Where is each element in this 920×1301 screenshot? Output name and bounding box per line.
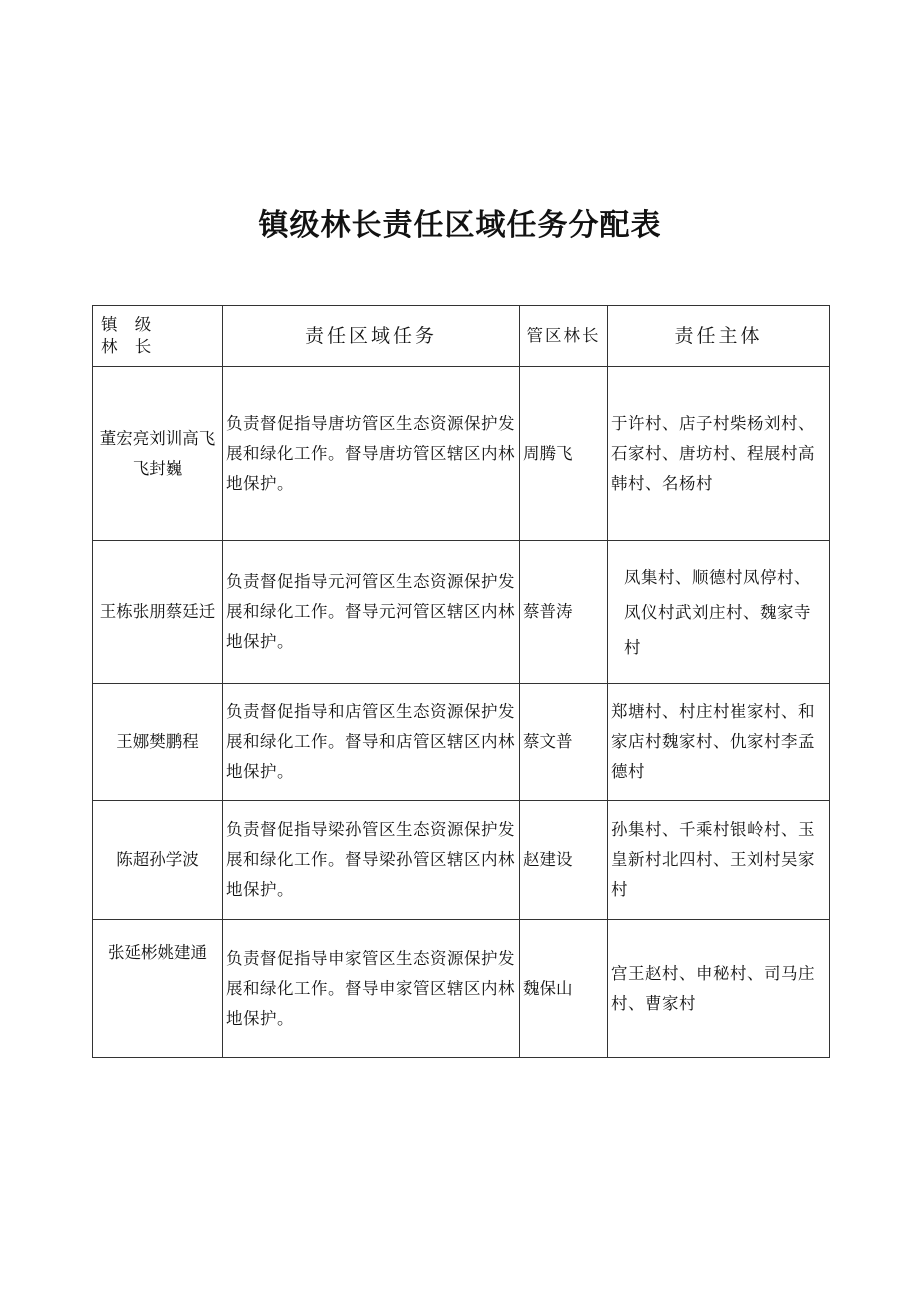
header-town-leader-line2: 林 长: [101, 337, 158, 356]
manager-cell: 蔡文普: [520, 684, 608, 801]
responsible-body-cell: 宫王赵村、申秘村、司马庄村、曹家村: [608, 920, 830, 1058]
header-task: 责任区域任务: [223, 306, 520, 367]
town-leaders-cell: 陈超孙学波: [93, 801, 223, 920]
town-leaders-cell: 王栋张朋蔡廷迁: [93, 541, 223, 684]
task-cell: 负责督促指导唐坊管区生态资源保护发展和绿化工作。督导唐坊管区辖区内林地保护。: [223, 367, 520, 541]
table-row: [93, 367, 830, 541]
header-town-leader-line1: 镇 级: [101, 315, 158, 334]
table-row: [93, 684, 830, 801]
page-title: 镇级林长责任区域任务分配表: [258, 208, 662, 243]
table-header-row: [93, 306, 830, 367]
task-cell: 负责督促指导和店管区生态资源保护发展和绿化工作。督导和店管区辖区内林地保护。: [223, 684, 520, 801]
assignment-table: [92, 305, 830, 1058]
responsible-body-cell: 凤集村、顺德村凤停村、凤仪村武刘庄村、魏家寺村: [608, 541, 830, 684]
town-leaders-cell: 董宏亮刘训高飞飞封巍: [93, 367, 223, 541]
task-cell: 负责督促指导申家管区生态资源保护发展和绿化工作。督导申家管区辖区内林地保护。: [223, 920, 520, 1058]
responsible-body-cell: 于许村、店子村柴杨刘村、石家村、唐坊村、程展村高韩村、名杨村: [608, 367, 830, 541]
header-town-leader: [93, 306, 223, 367]
town-leaders-cell: 王娜樊鹏程: [93, 684, 223, 801]
header-manager: 管区林长: [520, 306, 608, 367]
manager-cell: 周腾飞: [520, 367, 608, 541]
table-row: [93, 541, 830, 684]
responsible-body-cell: 孙集村、千乘村银岭村、玉皇新村北四村、王刘村吴家村: [608, 801, 830, 920]
manager-cell: 魏保山: [520, 920, 608, 1058]
task-cell: 负责督促指导元河管区生态资源保护发展和绿化工作。督导元河管区辖区内林地保护。: [223, 541, 520, 684]
task-cell: 负责督促指导梁孙管区生态资源保护发展和绿化工作。督导梁孙管区辖区内林地保护。: [223, 801, 520, 920]
manager-cell: 赵建设: [520, 801, 608, 920]
table-row: [93, 920, 830, 1058]
header-body: 责任主体: [608, 306, 830, 367]
responsible-body-cell: 郑塘村、村庄村崔家村、和家店村魏家村、仇家村李孟德村: [608, 684, 830, 801]
table-row: [93, 801, 830, 920]
manager-cell: 蔡普涛: [520, 541, 608, 684]
town-leaders-cell: 张延彬姚建通: [93, 920, 223, 1058]
